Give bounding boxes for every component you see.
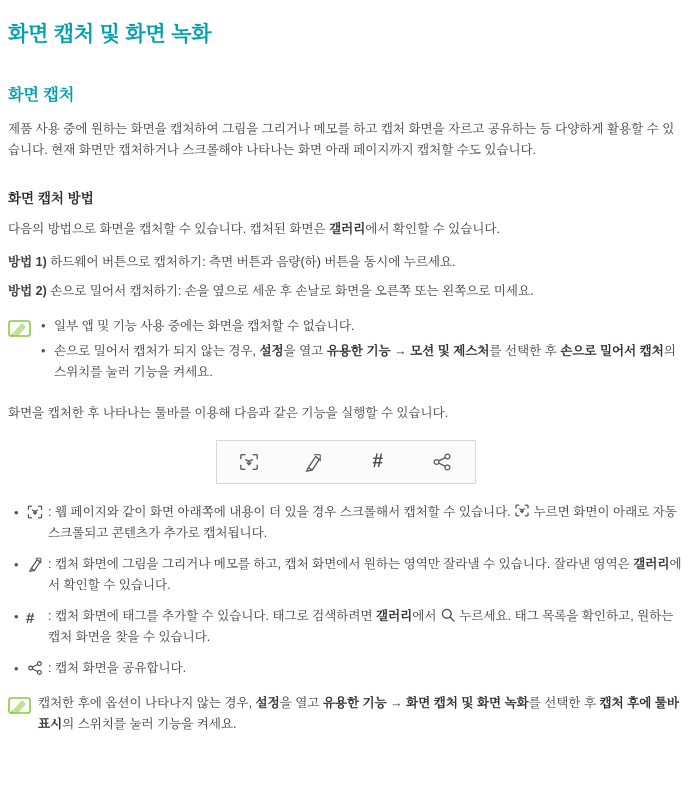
toolbar-description-list <box>8 502 683 679</box>
subsection-heading-capture-methods: 화면 캡처 방법 <box>8 191 94 206</box>
emphasis-text: 갤러리 <box>376 609 413 623</box>
capture-toolbar[interactable] <box>216 440 476 484</box>
list-item <box>8 554 683 596</box>
section-intro-paragraph: 제품 사용 중에 원하는 화면을 캡처하여 그림을 그리거나 메모를 하고 캡처 화면을 자르고 공유하는 등 다양하게 활용할 수 있습니다. 현재 화면만 캡처하거나 스크롤해야 나타나는 화면 아래 페이지까지 캡처할 수도 있습니다. <box>8 122 675 157</box>
note-top-body <box>38 316 683 387</box>
method-1-label: 방법 1) <box>8 255 47 269</box>
share-icon <box>26 660 44 678</box>
toolbar-desc-4: : 캡처 화면을 공유합니다. <box>48 661 187 675</box>
toolbar-intro-paragraph: 화면을 캡처한 후 나타나는 툴바를 이용해 다음과 같은 기능을 실행할 수 있습니다. <box>8 406 449 420</box>
gallery-emphasis: 갤러리 <box>329 222 366 236</box>
emphasis-text: 캡처 후에 툴바 표시 <box>38 696 679 731</box>
pencil-note-icon <box>8 693 38 717</box>
list-item <box>8 502 683 544</box>
bullet-marker: • <box>14 609 19 624</box>
scroll-capture-icon <box>514 503 530 519</box>
toolbar-desc-2: : 캡처 화면에 그림을 그리거나 메모를 하고, 캡처 화면에서 원하는 영역만 잘라낼 수 있습니다. 잘라낸 영역은 갤러리에서 확인할 수 있습니다. <box>48 557 682 592</box>
list-item <box>8 658 683 679</box>
note-block-top <box>8 316 683 387</box>
bullet-marker: • <box>14 557 19 572</box>
bullet-marker: • <box>14 505 19 520</box>
capture-method-1 <box>8 252 683 273</box>
emphasis-text: 설정 <box>259 344 284 358</box>
draw-crop-icon[interactable] <box>293 445 333 479</box>
hashtag-glyph: # <box>372 450 384 472</box>
note-block-bottom <box>8 693 683 735</box>
emphasis-text: 유용한 기능 <box>322 696 387 710</box>
emphasis-text: 설정 <box>255 696 280 710</box>
method-1-text: 하드웨어 버튼으로 캡처하기: 측면 버튼과 음량(하) 버튼을 동시에 누르세요. <box>46 255 456 269</box>
bullet-marker: • <box>14 661 19 676</box>
scroll-capture-icon <box>26 504 44 522</box>
emphasis-text: 손으로 밀어서 캡처 <box>560 344 664 358</box>
note-top-item-2: 손으로 밀어서 캡처가 되지 않는 경우, 설정을 열고 유용한 기능 → 모션 및 제스처를 선택한 후 손으로 밀어서 캡처의 스위치를 눌러 기능을 켜세요. <box>54 344 676 379</box>
search-icon <box>440 607 456 623</box>
subsection-intro-part1: 다음의 방법으로 화면을 캡처할 수 있습니다. 캡처된 화면은 <box>8 222 330 236</box>
subsection-intro-part2: 에서 확인할 수 있습니다. <box>365 222 500 236</box>
hashtag-icon[interactable] <box>358 445 398 479</box>
section-heading-screen-capture: 화면 캡처 <box>8 87 75 104</box>
list-item <box>38 341 683 383</box>
method-2-text: 손으로 밀어서 캡처하기: 손을 옆으로 세운 후 손날로 화면을 오른쪽 또는 왼쪽으로 미세요. <box>46 284 534 298</box>
emphasis-text: 유용한 기능 <box>326 344 391 358</box>
emphasis-text: 모션 및 제스처 <box>410 344 490 358</box>
capture-method-2 <box>8 281 683 302</box>
subsection-intro-paragraph <box>8 219 683 240</box>
page-title: 화면 캡처 및 화면 녹화 <box>8 23 212 46</box>
share-icon[interactable] <box>422 445 462 479</box>
note-top-list <box>38 316 683 383</box>
capture-toolbar-wrapper <box>8 440 683 484</box>
emphasis-text: 화면 캡처 및 화면 녹화 <box>406 696 529 710</box>
toolbar-desc-3: : 캡처 화면에 태그를 추가할 수 있습니다. 태그로 검색하려면 갤러리에서 누르세요. 태그 목록을 확인하고, 원하는 캡처 화면을 찾을 수 있습니다. <box>48 609 674 644</box>
list-item <box>8 606 683 648</box>
note-bottom-body: 캡처한 후에 옵션이 나타나지 않는 경우, 설정을 열고 유용한 기능 → 화면 캡처 및 화면 녹화를 선택한 후 캡처 후에 툴바 표시의 스위치를 눌러 기능을 켜세요. <box>38 696 679 731</box>
method-2-label: 방법 2) <box>8 284 47 298</box>
draw-crop-icon <box>26 556 44 574</box>
hashtag-icon: # <box>26 610 35 627</box>
list-item <box>38 316 683 337</box>
toolbar-desc-1: : 웹 페이지와 같이 화면 아래쪽에 내용이 더 있을 경우 스크롤해서 캡처할 수 있습니다. 누르면 화면이 아래로 자동 스크롤되고 콘텐츠가 추가로 캡처됩니다. <box>48 505 677 540</box>
scroll-capture-icon[interactable] <box>229 445 269 479</box>
emphasis-text: 갤러리 <box>633 557 670 571</box>
note-top-item-1: 일부 앱 및 기능 사용 중에는 화면을 캡처할 수 없습니다. <box>54 319 355 333</box>
pencil-note-icon <box>8 316 38 340</box>
